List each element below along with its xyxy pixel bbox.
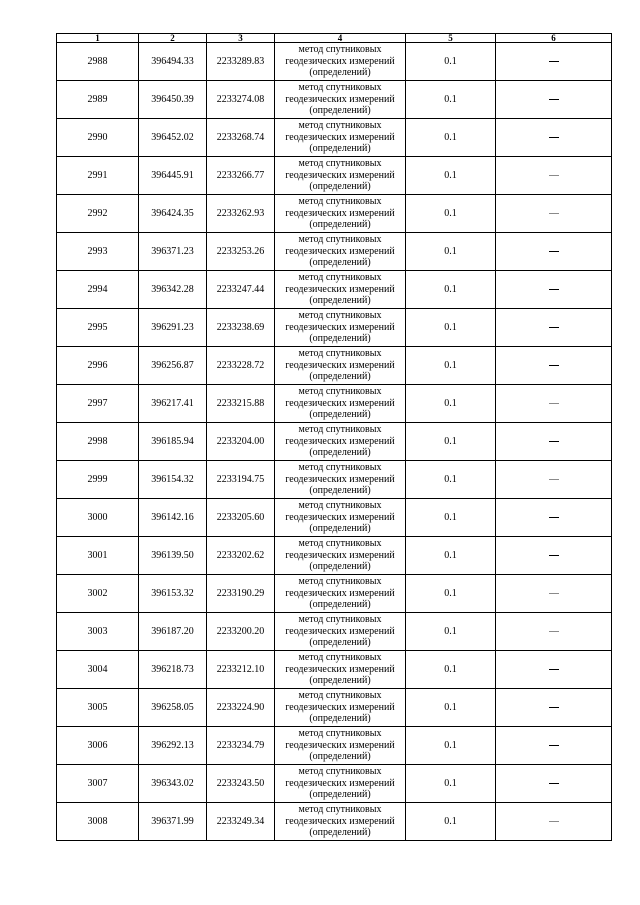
point-number-cell: 3001 [57, 537, 139, 575]
method-line: геодезических измерений [285, 359, 395, 371]
method-line: метод спутниковых [298, 272, 382, 284]
dash-mark [549, 479, 559, 480]
dash-mark [549, 137, 559, 138]
dash-mark [549, 213, 559, 214]
description-cell [496, 119, 612, 157]
method-line: геодезических измерений [285, 131, 395, 143]
point-number-cell: 3003 [57, 613, 139, 651]
accuracy-cell: 0.1 [406, 309, 496, 347]
accuracy-cell: 0.1 [406, 727, 496, 765]
dash-mark [549, 555, 559, 556]
y-coordinate-cell: 2233215.88 [207, 385, 275, 423]
method-line: геодезических измерений [285, 625, 395, 637]
y-coordinate-cell: 2233249.34 [207, 803, 275, 841]
column-header-1: 1 [57, 34, 139, 43]
x-coordinate-cell: 396258.05 [139, 689, 207, 727]
point-number-cell: 2996 [57, 347, 139, 385]
method-cell [275, 157, 406, 195]
table-row [57, 309, 612, 347]
y-coordinate-cell: 2233243.50 [207, 765, 275, 803]
x-coordinate-cell: 396342.28 [139, 271, 207, 309]
method-line: геодезических измерений [285, 511, 395, 523]
method-cell [275, 727, 406, 765]
y-coordinate-cell: 2233205.60 [207, 499, 275, 537]
method-cell [275, 537, 406, 575]
y-coordinate-cell: 2233274.08 [207, 81, 275, 119]
accuracy-cell: 0.1 [406, 119, 496, 157]
method-line: метод спутниковых [298, 44, 382, 56]
y-coordinate-cell: 2233228.72 [207, 347, 275, 385]
method-line: геодезических измерений [285, 549, 395, 561]
column-header-4: 4 [275, 34, 406, 43]
y-coordinate-cell: 2233238.69 [207, 309, 275, 347]
point-number-cell: 2997 [57, 385, 139, 423]
method-line: метод спутниковых [298, 348, 382, 360]
method-line: геодезических измерений [285, 169, 395, 181]
point-number-cell: 2988 [57, 43, 139, 81]
method-line: (определений) [309, 637, 371, 649]
column-header-3: 3 [207, 34, 275, 43]
method-line: (определений) [309, 143, 371, 155]
y-coordinate-cell: 2233194.75 [207, 461, 275, 499]
dash-mark [549, 327, 559, 328]
dash-mark [549, 669, 559, 670]
dash-mark [549, 99, 559, 100]
point-number-cell: 2991 [57, 157, 139, 195]
y-coordinate-cell: 2233200.20 [207, 613, 275, 651]
method-line: геодезических измерений [285, 587, 395, 599]
method-line: геодезических измерений [285, 283, 395, 295]
dash-mark [549, 517, 559, 518]
point-number-cell: 3007 [57, 765, 139, 803]
method-line: метод спутниковых [298, 728, 382, 740]
x-coordinate-cell: 396291.23 [139, 309, 207, 347]
accuracy-cell: 0.1 [406, 689, 496, 727]
method-line: (определений) [309, 67, 371, 79]
method-line: метод спутниковых [298, 234, 382, 246]
table-row [57, 499, 612, 537]
description-cell [496, 309, 612, 347]
description-cell [496, 461, 612, 499]
accuracy-cell: 0.1 [406, 537, 496, 575]
x-coordinate-cell: 396142.16 [139, 499, 207, 537]
table-row [57, 385, 612, 423]
method-line: (определений) [309, 333, 371, 345]
table-row [57, 803, 612, 841]
method-line: метод спутниковых [298, 310, 382, 322]
dash-mark [549, 783, 559, 784]
x-coordinate-cell: 396256.87 [139, 347, 207, 385]
description-cell [496, 499, 612, 537]
column-header-2: 2 [139, 34, 207, 43]
method-cell [275, 347, 406, 385]
accuracy-cell: 0.1 [406, 765, 496, 803]
method-line: геодезических измерений [285, 701, 395, 713]
column-header-6: 6 [496, 34, 612, 43]
point-number-cell: 2998 [57, 423, 139, 461]
accuracy-cell: 0.1 [406, 195, 496, 233]
method-cell [275, 613, 406, 651]
description-cell [496, 537, 612, 575]
description-cell [496, 765, 612, 803]
column-header-5: 5 [406, 34, 496, 43]
method-line: (определений) [309, 751, 371, 763]
table-row [57, 43, 612, 81]
description-cell [496, 81, 612, 119]
method-line: геодезических измерений [285, 93, 395, 105]
method-line: (определений) [309, 675, 371, 687]
table-header-row [57, 34, 612, 43]
accuracy-cell: 0.1 [406, 43, 496, 81]
point-number-cell: 2999 [57, 461, 139, 499]
method-cell [275, 81, 406, 119]
accuracy-cell: 0.1 [406, 81, 496, 119]
method-line: метод спутниковых [298, 766, 382, 778]
y-coordinate-cell: 2233202.62 [207, 537, 275, 575]
method-line: (определений) [309, 789, 371, 801]
y-coordinate-cell: 2233247.44 [207, 271, 275, 309]
method-cell [275, 195, 406, 233]
point-number-cell: 3002 [57, 575, 139, 613]
method-line: метод спутниковых [298, 158, 382, 170]
y-coordinate-cell: 2233253.26 [207, 233, 275, 271]
method-line: (определений) [309, 105, 371, 117]
table-row [57, 233, 612, 271]
table-row [57, 157, 612, 195]
dash-mark [549, 403, 559, 404]
method-line: геодезических измерений [285, 777, 395, 789]
method-line: метод спутниковых [298, 424, 382, 436]
accuracy-cell: 0.1 [406, 271, 496, 309]
table-row [57, 423, 612, 461]
y-coordinate-cell: 2233212.10 [207, 651, 275, 689]
accuracy-cell: 0.1 [406, 613, 496, 651]
x-coordinate-cell: 396494.33 [139, 43, 207, 81]
description-cell [496, 727, 612, 765]
description-cell [496, 651, 612, 689]
method-line: (определений) [309, 219, 371, 231]
method-line: (определений) [309, 827, 371, 839]
dash-mark [549, 745, 559, 746]
method-line: геодезических измерений [285, 815, 395, 827]
method-line: геодезических измерений [285, 739, 395, 751]
description-cell [496, 423, 612, 461]
point-number-cell: 3006 [57, 727, 139, 765]
description-cell [496, 689, 612, 727]
dash-mark [549, 61, 559, 62]
x-coordinate-cell: 396154.32 [139, 461, 207, 499]
accuracy-cell: 0.1 [406, 499, 496, 537]
method-line: геодезических измерений [285, 207, 395, 219]
description-cell [496, 43, 612, 81]
method-line: метод спутниковых [298, 196, 382, 208]
accuracy-cell: 0.1 [406, 461, 496, 499]
method-cell [275, 43, 406, 81]
method-cell [275, 233, 406, 271]
table-row [57, 195, 612, 233]
point-number-cell: 2994 [57, 271, 139, 309]
method-cell [275, 423, 406, 461]
method-cell [275, 575, 406, 613]
accuracy-cell: 0.1 [406, 423, 496, 461]
accuracy-cell: 0.1 [406, 347, 496, 385]
table-row [57, 727, 612, 765]
accuracy-cell: 0.1 [406, 157, 496, 195]
point-number-cell: 2995 [57, 309, 139, 347]
method-line: метод спутниковых [298, 538, 382, 550]
method-line: геодезических измерений [285, 663, 395, 675]
table-row [57, 461, 612, 499]
method-line: метод спутниковых [298, 82, 382, 94]
accuracy-cell: 0.1 [406, 385, 496, 423]
x-coordinate-cell: 396452.02 [139, 119, 207, 157]
method-line: геодезических измерений [285, 245, 395, 257]
method-line: (определений) [309, 713, 371, 725]
method-line: метод спутниковых [298, 386, 382, 398]
method-line: (определений) [309, 523, 371, 535]
dash-mark [549, 441, 559, 442]
description-cell [496, 233, 612, 271]
dash-mark [549, 821, 559, 822]
dash-mark [549, 631, 559, 632]
x-coordinate-cell: 396445.91 [139, 157, 207, 195]
method-line: (определений) [309, 447, 371, 459]
y-coordinate-cell: 2233204.00 [207, 423, 275, 461]
table-row [57, 613, 612, 651]
method-cell [275, 309, 406, 347]
method-line: геодезических измерений [285, 55, 395, 67]
x-coordinate-cell: 396153.32 [139, 575, 207, 613]
accuracy-cell: 0.1 [406, 575, 496, 613]
description-cell [496, 347, 612, 385]
x-coordinate-cell: 396424.35 [139, 195, 207, 233]
method-line: (определений) [309, 599, 371, 611]
accuracy-cell: 0.1 [406, 233, 496, 271]
description-cell [496, 157, 612, 195]
method-line: метод спутниковых [298, 652, 382, 664]
x-coordinate-cell: 396217.41 [139, 385, 207, 423]
y-coordinate-cell: 2233262.93 [207, 195, 275, 233]
y-coordinate-cell: 2233224.90 [207, 689, 275, 727]
point-number-cell: 2992 [57, 195, 139, 233]
method-cell [275, 385, 406, 423]
point-number-cell: 2989 [57, 81, 139, 119]
table-body [57, 43, 612, 841]
method-cell [275, 461, 406, 499]
y-coordinate-cell: 2233190.29 [207, 575, 275, 613]
method-cell [275, 689, 406, 727]
table-row [57, 119, 612, 157]
y-coordinate-cell: 2233268.74 [207, 119, 275, 157]
method-line: метод спутниковых [298, 500, 382, 512]
method-line: (определений) [309, 371, 371, 383]
x-coordinate-cell: 396185.94 [139, 423, 207, 461]
dash-mark [549, 365, 559, 366]
accuracy-cell: 0.1 [406, 803, 496, 841]
table-row [57, 651, 612, 689]
method-line: (определений) [309, 295, 371, 307]
method-line: (определений) [309, 561, 371, 573]
x-coordinate-cell: 396292.13 [139, 727, 207, 765]
description-cell [496, 271, 612, 309]
y-coordinate-cell: 2233289.83 [207, 43, 275, 81]
method-line: (определений) [309, 181, 371, 193]
x-coordinate-cell: 396371.99 [139, 803, 207, 841]
method-line: геодезических измерений [285, 321, 395, 333]
y-coordinate-cell: 2233266.77 [207, 157, 275, 195]
method-cell [275, 271, 406, 309]
x-coordinate-cell: 396371.23 [139, 233, 207, 271]
point-number-cell: 3008 [57, 803, 139, 841]
description-cell [496, 613, 612, 651]
description-cell [496, 803, 612, 841]
x-coordinate-cell: 396139.50 [139, 537, 207, 575]
table-row [57, 765, 612, 803]
method-cell [275, 765, 406, 803]
accuracy-cell: 0.1 [406, 651, 496, 689]
table-row [57, 81, 612, 119]
table-row [57, 689, 612, 727]
method-line: геодезических измерений [285, 435, 395, 447]
method-line: геодезических измерений [285, 473, 395, 485]
x-coordinate-cell: 396450.39 [139, 81, 207, 119]
method-cell [275, 499, 406, 537]
table-row [57, 537, 612, 575]
y-coordinate-cell: 2233234.79 [207, 727, 275, 765]
method-line: геодезических измерений [285, 397, 395, 409]
dash-mark [549, 175, 559, 176]
method-line: метод спутниковых [298, 614, 382, 626]
dash-mark [549, 289, 559, 290]
description-cell [496, 575, 612, 613]
point-number-cell: 3004 [57, 651, 139, 689]
coordinates-table [56, 33, 612, 841]
method-line: метод спутниковых [298, 804, 382, 816]
point-number-cell: 2990 [57, 119, 139, 157]
method-line: (определений) [309, 409, 371, 421]
table-row [57, 347, 612, 385]
point-number-cell: 2993 [57, 233, 139, 271]
method-line: (определений) [309, 485, 371, 497]
x-coordinate-cell: 396218.73 [139, 651, 207, 689]
method-cell [275, 119, 406, 157]
table-row [57, 271, 612, 309]
method-line: метод спутниковых [298, 690, 382, 702]
method-line: метод спутниковых [298, 120, 382, 132]
dash-mark [549, 251, 559, 252]
x-coordinate-cell: 396187.20 [139, 613, 207, 651]
x-coordinate-cell: 396343.02 [139, 765, 207, 803]
method-cell [275, 651, 406, 689]
point-number-cell: 3000 [57, 499, 139, 537]
point-number-cell: 3005 [57, 689, 139, 727]
method-line: метод спутниковых [298, 576, 382, 588]
dash-mark [549, 707, 559, 708]
method-line: метод спутниковых [298, 462, 382, 474]
dash-mark [549, 593, 559, 594]
method-line: (определений) [309, 257, 371, 269]
method-cell [275, 803, 406, 841]
table-row [57, 575, 612, 613]
description-cell [496, 385, 612, 423]
description-cell [496, 195, 612, 233]
